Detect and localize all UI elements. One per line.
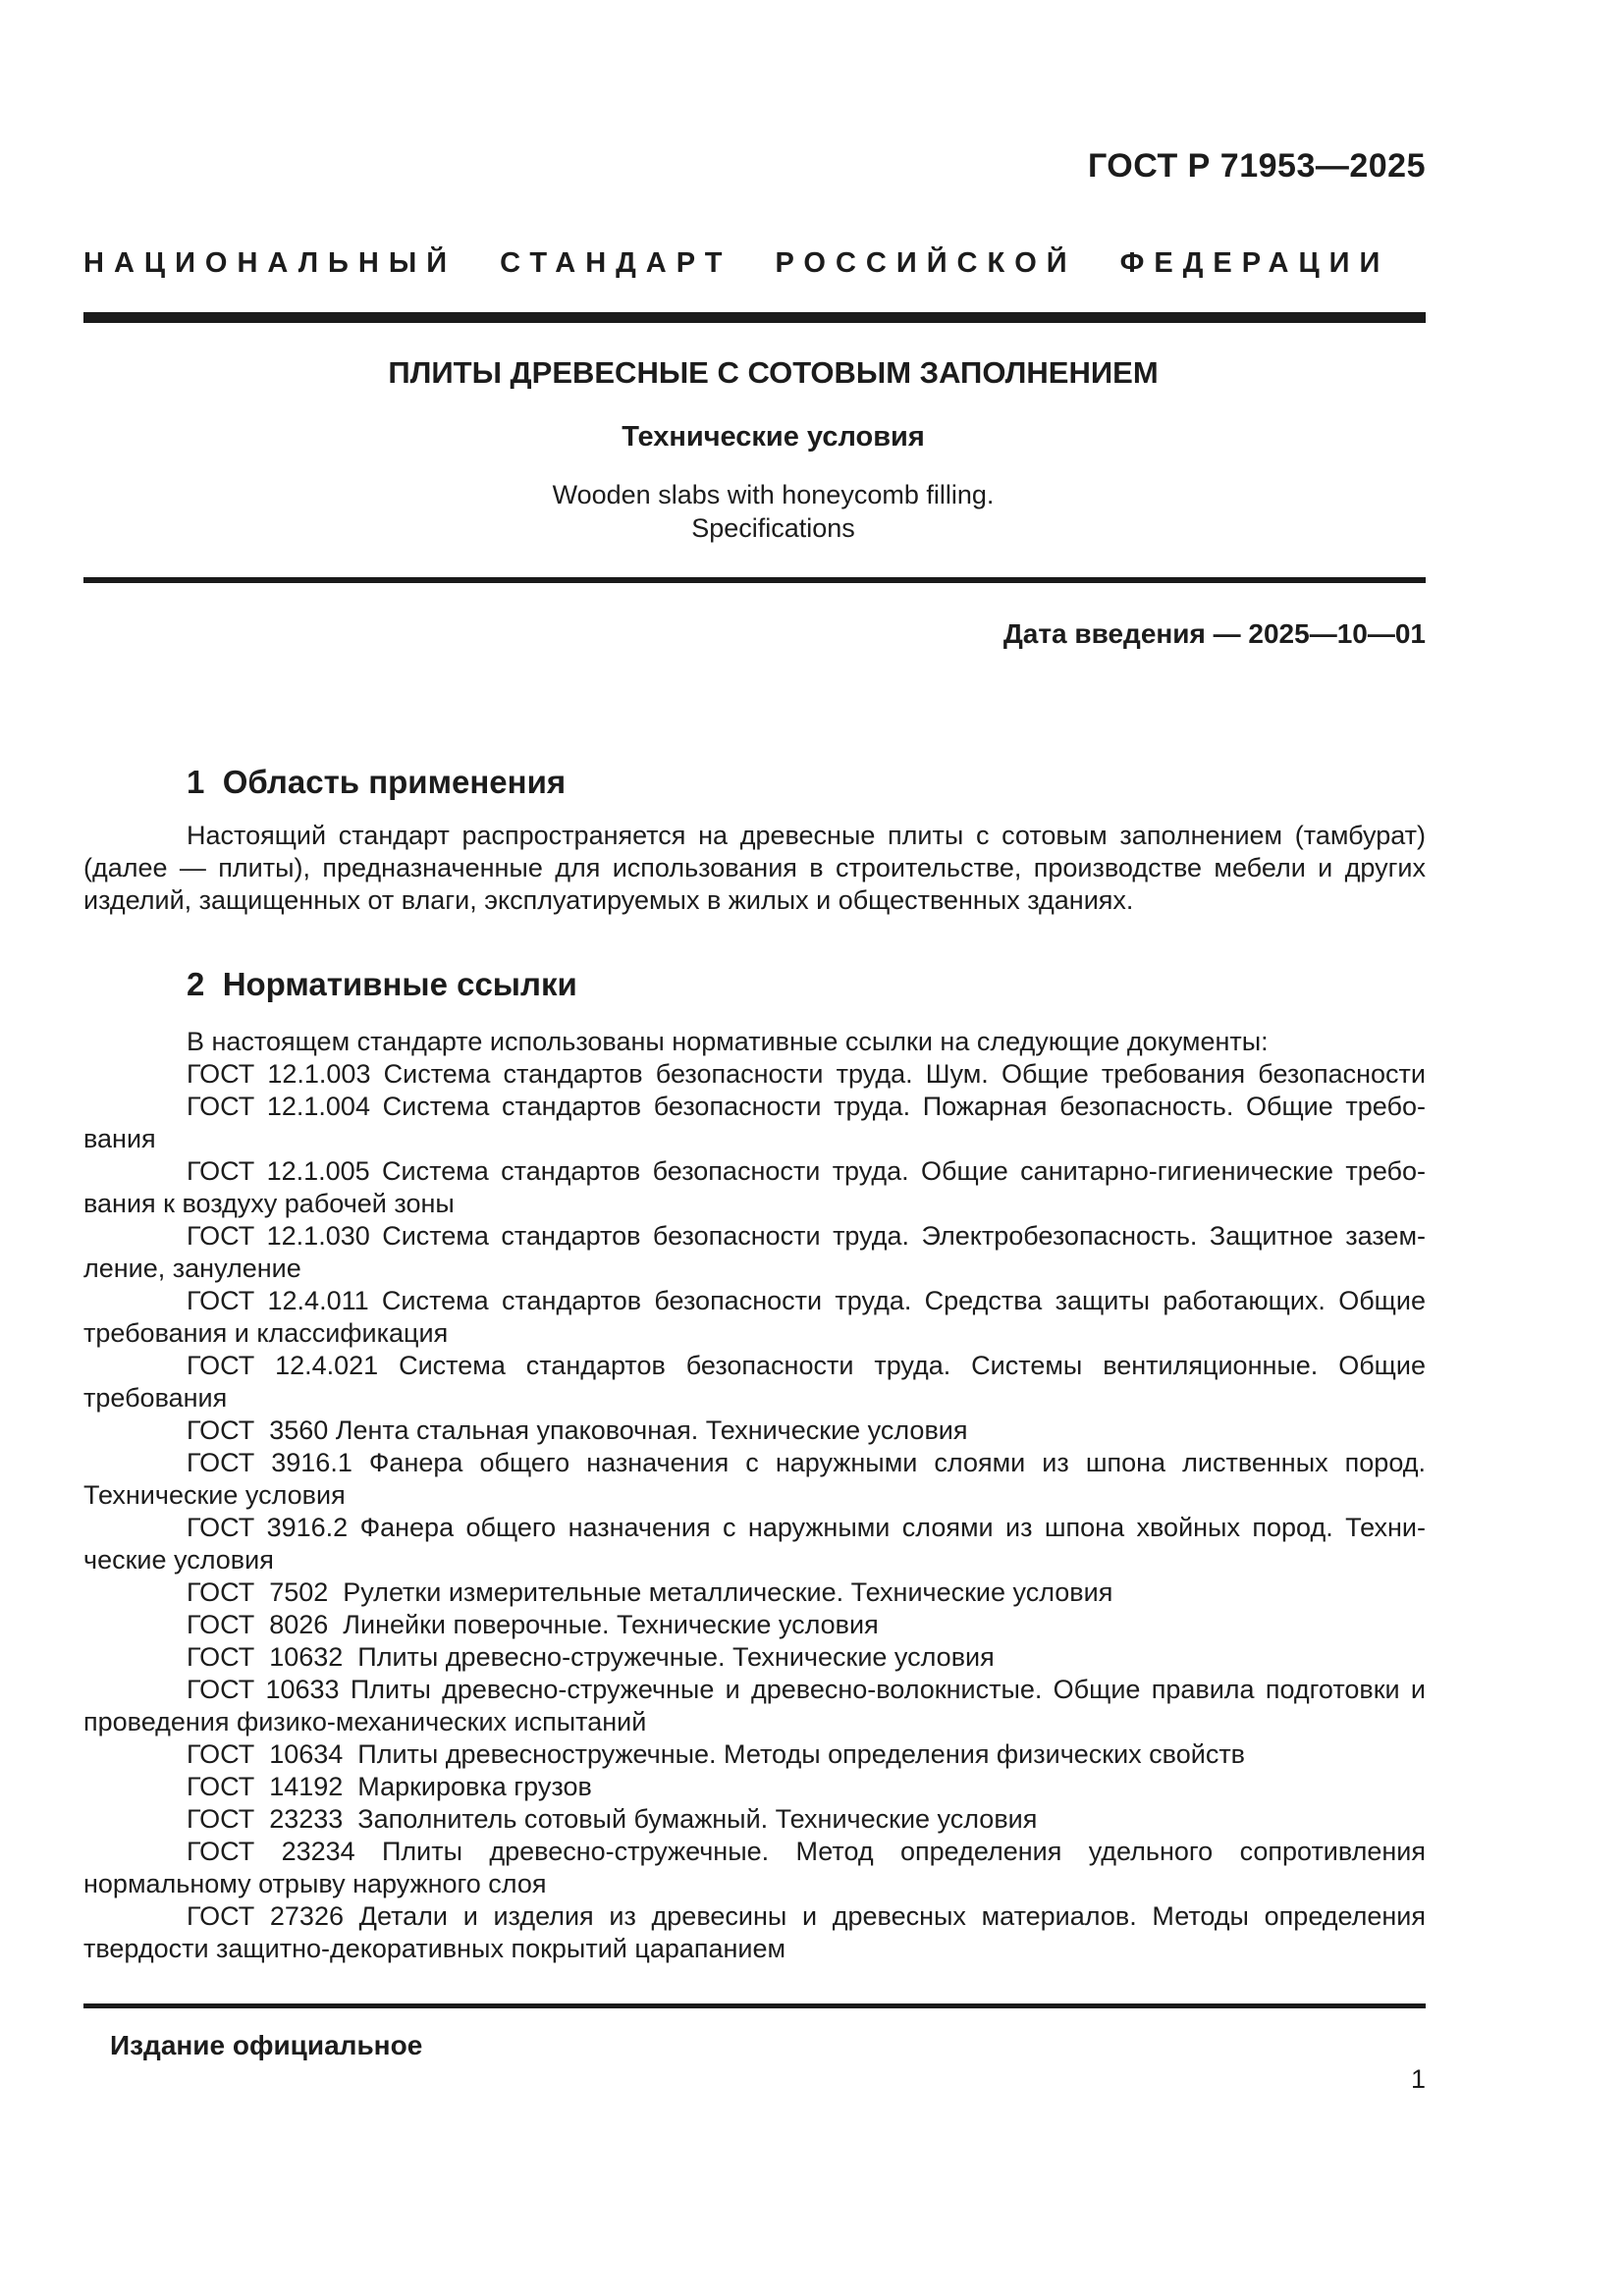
effective-date: Дата введения — 2025—10—01 bbox=[1002, 618, 1426, 649]
paragraph-line: В настоящем стандарте использованы нормативные ссылки на следующие документы: bbox=[187, 1027, 1269, 1056]
reference-line: ГОСТ 12.1.004 Система стандартов безопасности труда. Пожарная безопасность. Общие требо- bbox=[187, 1092, 1426, 1121]
reference-line: ГОСТ 12.4.021 Система стандартов безопасности труда. Системы вентиляционные. Общие bbox=[187, 1351, 1426, 1380]
title-block-rule bbox=[83, 577, 1426, 583]
reference-line: вания к воздуху рабочей зоны bbox=[83, 1189, 455, 1218]
reference-line: ление, зануление bbox=[83, 1254, 301, 1283]
paragraph-line: (далее — плиты), предназначенные для использования в строительстве, производстве мебели и других bbox=[83, 853, 1426, 882]
page-number: 1 bbox=[1410, 2064, 1426, 2094]
reference-line: ГОСТ 3916.1 Фанера общего назначения с наружными слоями из шпона лиственных пород. bbox=[187, 1448, 1426, 1477]
reference-line: ГОСТ 3916.2 Фанера общего назначения с наружными слоями из шпона хвойных пород. Техни- bbox=[187, 1513, 1426, 1542]
reference-line: проведения физико-механических испытаний bbox=[83, 1707, 647, 1736]
reference-line: ГОСТ 12.1.005 Система стандартов безопасности труда. Общие санитарно-гигиенические требо- bbox=[187, 1156, 1426, 1186]
reference-line: ГОСТ 12.4.011 Система стандартов безопасности труда. Средства защиты работающих. Общие bbox=[187, 1286, 1426, 1315]
reference-line: ческие условия bbox=[83, 1545, 274, 1575]
reference-line: нормальному отрыву наружного слоя bbox=[83, 1869, 547, 1898]
reference-line: ГОСТ 27326 Детали и изделия из древесины и древесных материалов. Методы определения bbox=[187, 1901, 1426, 1931]
paragraph-line: Настоящий стандарт распространяется на древесные плиты с сотовым заполнением (тамбурат) bbox=[187, 821, 1426, 850]
reference-line: ГОСТ 7502 Рулетки измерительные металлические. Технические условия bbox=[187, 1577, 1113, 1607]
doc-title-english-line1: Wooden slabs with honeycomb filling. bbox=[552, 480, 995, 509]
section-2-heading: 2 Нормативные ссылки bbox=[187, 966, 577, 1002]
footer-rule bbox=[83, 2003, 1426, 2008]
reference-line: ГОСТ 12.1.003 Система стандартов безопасности труда. Шум. Общие требования безопасности bbox=[187, 1059, 1426, 1089]
reference-line: ГОСТ 14192 Маркировка грузов bbox=[187, 1772, 592, 1801]
doc-number: ГОСТ Р 71953—2025 bbox=[1087, 147, 1426, 185]
banner-underline-rule bbox=[83, 312, 1426, 323]
official-edition-note: Издание официальное bbox=[110, 2030, 423, 2060]
reference-line: требования и классификация bbox=[83, 1318, 449, 1348]
doc-title: ПЛИТЫ ДРЕВЕСНЫЕ С СОТОВЫМ ЗАПОЛНЕНИЕМ bbox=[388, 355, 1159, 390]
reference-line: ГОСТ 3560 Лента стальная упаковочная. Технические условия bbox=[187, 1415, 968, 1445]
reference-line: ГОСТ 10634 Плиты древесностружечные. Методы определения физических свойств bbox=[187, 1739, 1246, 1769]
reference-line: ГОСТ 8026 Линейки поверочные. Технические условия bbox=[187, 1610, 879, 1639]
reference-line: ГОСТ 23234 Плиты древесно-стружечные. Метод определения удельного сопротивления bbox=[187, 1837, 1426, 1866]
reference-line: ГОСТ 10633 Плиты древесно-стружечные и древесно-волокнистые. Общие правила подготовки и bbox=[187, 1675, 1426, 1704]
doc-title-english-line2: Specifications bbox=[691, 513, 855, 543]
reference-line: ГОСТ 10632 Плиты древесно-стружечные. Технические условия bbox=[187, 1642, 995, 1672]
reference-line: твердости защитно-декоративных покрытий царапанием bbox=[83, 1934, 786, 1963]
reference-line: требования bbox=[83, 1383, 228, 1413]
reference-line: ГОСТ 12.1.030 Система стандартов безопасности труда. Электробезопасность. Защитное зазем- bbox=[187, 1221, 1426, 1251]
section-1-paragraph bbox=[83, 820, 1426, 917]
national-standard-banner: НАЦИОНАЛЬНЫЙ СТАНДАРТ РОССИЙСКОЙ ФЕДЕРАЦИИ bbox=[83, 247, 1390, 279]
section-2-references bbox=[83, 1026, 1426, 1965]
reference-line: ГОСТ 23233 Заполнитель сотовый бумажный. Технические условия bbox=[187, 1804, 1038, 1834]
reference-line: Технические условия bbox=[83, 1480, 346, 1510]
reference-line: вания bbox=[83, 1124, 156, 1153]
doc-subtitle: Технические условия bbox=[622, 421, 925, 453]
section-1-heading: 1 Область применения bbox=[187, 764, 567, 800]
paragraph-line: изделий, защищенных от влаги, эксплуатируемых в жилых и общественных зданиях. bbox=[83, 885, 1134, 915]
